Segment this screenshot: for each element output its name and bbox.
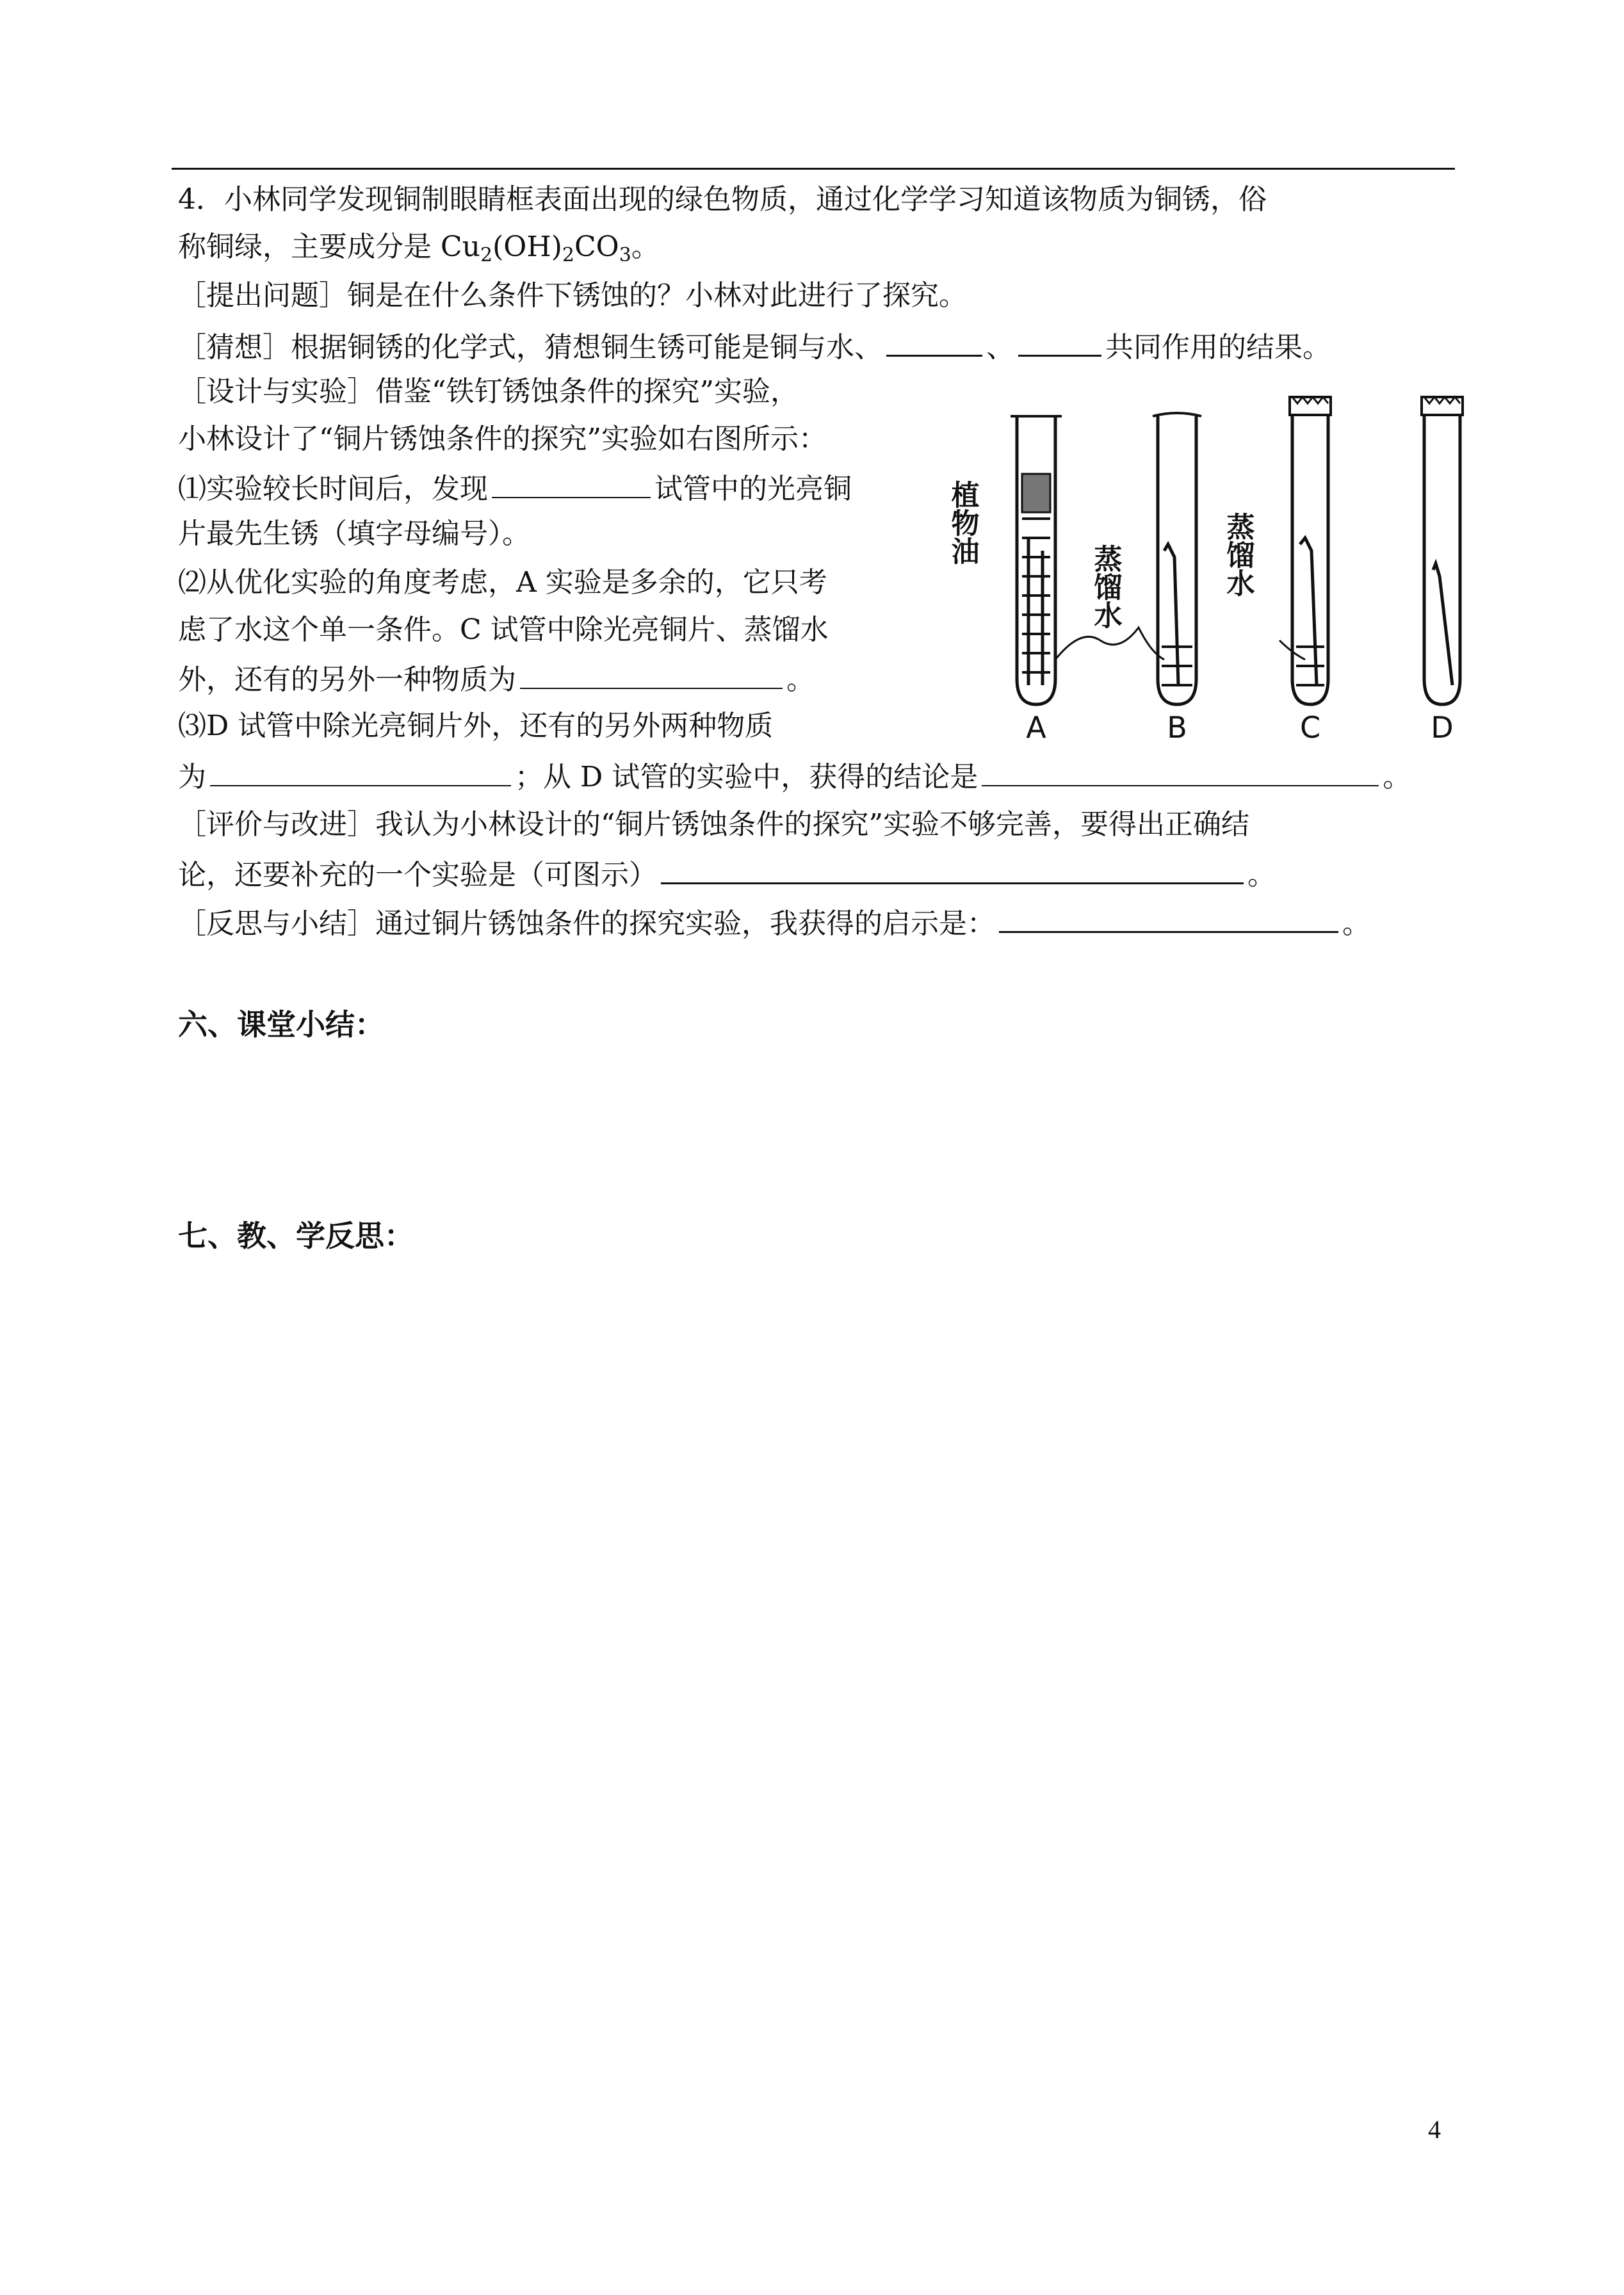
tube-label-b: B [1167,710,1187,743]
tube-label-a: A [1026,710,1046,743]
guess-blank-1[interactable] [886,325,982,357]
section-summary-heading: 六、课堂小结： [178,1007,384,1042]
header-rule [172,168,1455,170]
p3-blank-1[interactable] [210,756,511,786]
q4-design-2: 小林设计了“铜片锈蚀条件的探究”实验如右图所示： [178,423,827,455]
p3-blank-2[interactable] [982,756,1379,786]
q4-p2-line-c: 外，还有的另外一种物质为 。 [178,658,815,699]
eval-blank[interactable] [661,853,1244,884]
q4-question: ［提出问题］铜是在什么条件下锈蚀的？小林对此进行了探究。 [178,279,967,312]
q4-formula-line: 称铜绿，主要成分是 $Cu_2(OH)_2CO_3$。 [178,231,660,266]
q4-reflect: ［反思与小结］通过铜片锈蚀条件的探究实验，我获得的启示是： 。 [178,902,1370,943]
label-distilled-water-c: 蒸馏水 [1221,512,1255,597]
page-number: 4 [1428,2115,1441,2144]
label-distilled-water-b: 蒸馏水 [1089,544,1122,629]
tube-d [1422,397,1463,704]
tube-b [1153,413,1201,704]
label-vegetable-oil: 植物油 [946,480,979,565]
test-tube-figure [946,384,1497,743]
q4-line1: 4．小林同学发现铜制眼睛框表面出现的绿色物质，通过化学学习知道该物质为铜锈，俗 [178,183,1267,216]
tube-label-c: C [1299,710,1321,743]
q4-guess: ［猜想］根据铜锈的化学式，猜想铜生锈可能是铜与水、 、 共同作用的结果。 [178,325,1331,367]
q4-p1-line-a: ⑴实验较长时间后，发现 试管中的光亮铜 [178,467,852,508]
q4-design-1: ［设计与实验］借鉴“铁钉锈蚀条件的探究”实验， [178,375,799,408]
tube-a [1011,416,1062,704]
q4-eval-line-1: ［评价与改进］我认为小林设计的“铜片锈蚀条件的探究”实验不够完善，要得出正确结 [178,808,1249,841]
p1-blank[interactable] [492,467,651,498]
tube-c [1290,397,1331,704]
reflect-blank[interactable] [999,902,1338,933]
q4-p3-line-a: ⑶D 试管中除光亮铜片外，还有的另外两种物质 [178,710,774,742]
q4-p2-line-a: ⑵从优化实验的角度考虑，A 实验是多余的，它只考 [178,566,827,599]
q4-p2-line-b: 虑了水这个单一条件。C 试管中除光亮铜片、蒸馏水 [178,613,829,646]
q4-p1-line-b: 片最先生锈（填字母编号）。 [178,517,530,550]
q4-eval-line-2: 论，还要补充的一个实验是（可图示） 。 [178,853,1276,895]
tube-label-d: D [1431,710,1454,743]
q4-p3-line-b: 为 ；从 D 试管的实验中，获得的结论是 。 [178,756,1411,797]
guess-blank-2[interactable] [1018,325,1101,357]
p2-blank[interactable] [520,658,783,689]
section-reflection-heading: 七、教、学反思： [178,1219,414,1253]
